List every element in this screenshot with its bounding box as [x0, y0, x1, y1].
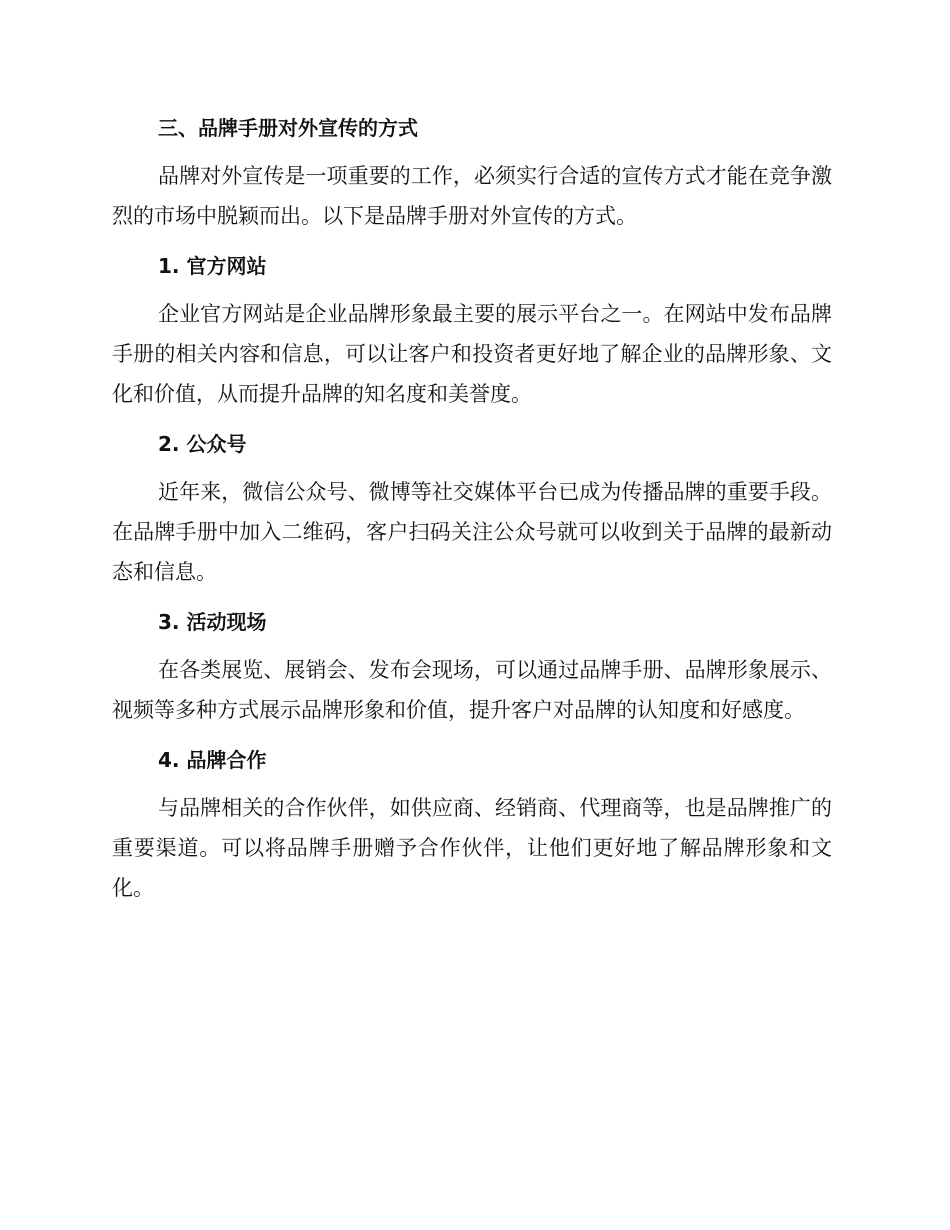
item-heading-website: 1. 官方网站	[158, 254, 267, 278]
item-body-event: 在各类展览、展销会、发布会现场，可以通过品牌手册、品牌形象展示、视频等多种方式展示品牌形象和价值，提升客户对品牌的认知度和好感度。	[112, 658, 832, 722]
item-heading-official-account: 2. 公众号	[158, 432, 247, 456]
item-body-website: 企业官方网站是企业品牌形象最主要的展示平台之一。在网站中发布品牌手册的相关内容和信息，可以让客户和投资者更好地了解企业的品牌形象、文化和价值，从而提升品牌的知名度和美誉度。	[112, 302, 832, 406]
item-body-official-account: 近年来，微信公众号、微博等社交媒体平台已成为传播品牌的重要手段。在品牌手册中加入二维码，客户扫码关注公众号就可以收到关于品牌的最新动态和信息。	[112, 480, 832, 584]
item-heading-partnership: 4. 品牌合作	[158, 748, 267, 772]
item-heading-event: 3. 活动现场	[158, 610, 267, 634]
intro-paragraph: 品牌对外宣传是一项重要的工作，必须实行合适的宣传方式才能在竞争激烈的市场中脱颖而出。以下是品牌手册对外宣传的方式。	[112, 164, 832, 228]
item-body-partnership: 与品牌相关的合作伙伴，如供应商、经销商、代理商等，也是品牌推广的重要渠道。可以将品牌手册赠予合作伙伴，让他们更好地了解品牌形象和文化。	[112, 796, 832, 900]
section-title: 三、品牌手册对外宣传的方式	[158, 116, 418, 140]
document-body	[112, 110, 832, 920]
